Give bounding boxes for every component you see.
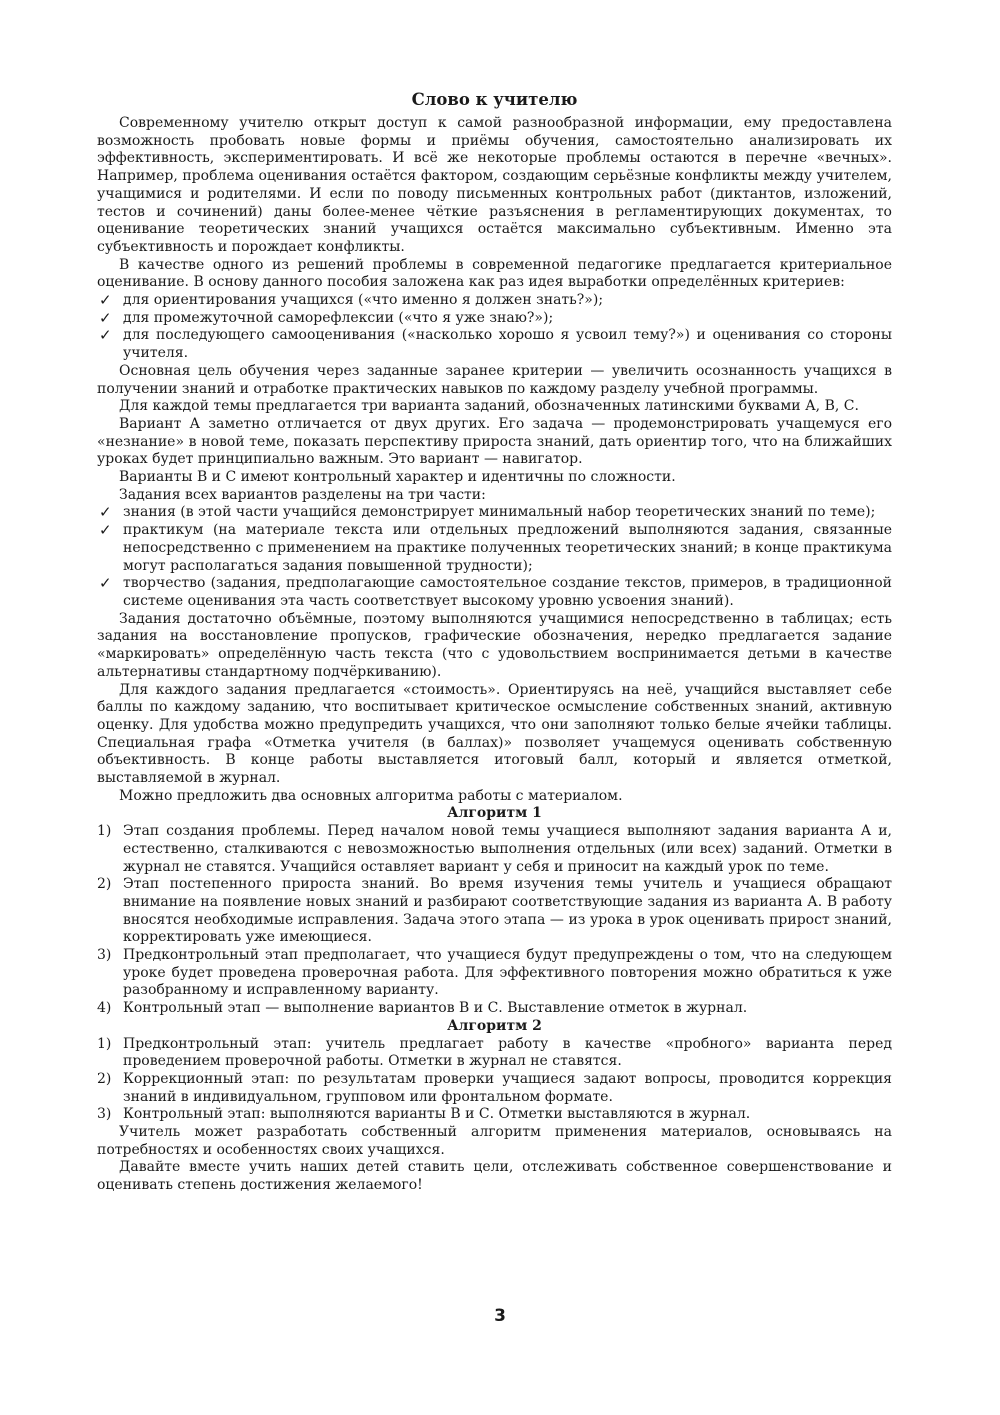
list-item [97,1036,892,1071]
list-item [97,310,892,328]
step-number: 2) [97,1070,112,1087]
list-item [97,823,892,876]
page-title: Слово к учителю [411,90,578,109]
check-icon: ✓ [99,503,112,522]
paragraph: Вариант А заметно отличается от двух других. Его задача — продемонстрировать учащемуся его «незнание» в новой теме, показать перспективу прироста знаний, дать ориентир того, что на ближайших уроках будет принципиально важным. Это вариант — навигатор. [97,415,892,468]
list-item-text: для последующего самооценивания («насколько хорошо я усвоил тему?») и оценивания со стороны учителя. [123,327,892,362]
step-number: 3) [97,1106,112,1123]
step-text: Этап постепенного прироста знаний. Во время изучения темы учитель и учащиеся обращают внимание на появление новых знаний и разбирают соответствующие задания из варианта А. В работу вносятся необходимые исправления. Задача этого этапа — из урока в урок оценивать прирост знаний, корректировать уже имеющиеся. [123,876,892,946]
list-item [97,504,892,522]
page-content [97,90,892,1195]
paragraph: Для каждого задания предлагается «стоимость». Ориентируясь на неё, учащийся выставляет себе баллы по каждому заданию, что воспитывает критическое осмысление собственных знаний, активную оценку. Для удобства можно предупредить учащихся, что они заполняют только белые ячейки таблицы. Специальная графа «Отметка учителя (в баллах)» позволяет учащемуся оценивать собственную объективность. В конце работы выставляется итоговый балл, который и является отметкой, выставляемой в журнал. [97,681,892,787]
step-number: 2) [97,876,112,893]
check-icon: ✓ [99,291,112,310]
paragraph: Варианты В и С имеют контрольный характер и идентичны по сложности. [119,469,676,486]
criteria-list [97,292,892,363]
algorithm-1-heading: Алгоритм 1 [447,805,542,822]
list-item [97,1000,892,1018]
step-number: 4) [97,1000,112,1017]
list-item [97,876,892,947]
step-text: Этап создания проблемы. Перед началом новой темы учащиеся выполняют задания варианта А и, естественно, сталкиваются с невозможностью выполнения отдельных (или всех) заданий. Отметки в журнал не ставятся. Учащийся оставляет вариант у себя и приносит на каждый урок по теме. [123,823,892,875]
paragraph: Учитель может разработать собственный алгоритм применения материалов, основываясь на потребностях и особенностях своих учащихся. [97,1124,892,1158]
page-number: 3 [494,1306,506,1326]
algorithm-2-heading: Алгоритм 2 [447,1017,542,1034]
list-item [97,292,892,310]
step-text: Коррекционный этап: по результатам проверки учащиеся задают вопросы, проводится коррекция знаний в индивидуальном, групповом или фронтальном формате. [123,1070,892,1105]
step-number: 1) [97,1035,112,1052]
step-number: 3) [97,947,112,964]
list-item [97,1071,892,1106]
paragraph: Давайте вместе учить наших детей ставить цели, отслеживать собственное совершенствование и оценивать степень достижения желаемого! [97,1159,892,1194]
check-icon: ✓ [99,308,112,327]
paragraph: Современному учителю открыт доступ к самой разнообразной информации, ему предоставлена возможность пробовать новые формы и приёмы обучения, самостоятельно анализировать их эффективность, экспериментировать. И всё же некоторые проблемы остаются в перечне «вечных». Например, проблема оценивания остаётся фактором, создающим серьёзные конфликты между учителем, учащимися и родителями. И если по поводу письменных контрольных работ (диктантов, изложений, тестов и сочинений) даны более-менее чёткие разъяснения в регламентирующих документах, то оценивание теоретических знаний учащихся остаётся максимально субъективным. Именно эта субъективность и порождает конфликты. [97,115,892,255]
list-item [97,575,892,610]
list-item-text: творчество (задания, предполагающие самостоятельное создание текстов, примеров, в традиционной системе оценивания эта часть соответствует высокому уровню усвоения знаний). [123,575,892,609]
step-number: 1) [97,823,112,840]
step-text: Предконтрольный этап: учитель предлагает работу в качестве «пробного» варианта перед проведением проверочной работы. Отметки в журнал не ставятся. [123,1035,892,1070]
paragraph: В качестве одного из решений проблемы в современной педагогике предлагается критериальное оценивание. В основу данного пособия заложена как раз идея выработки определённых критериев: [97,256,892,291]
list-item-text: для промежуточной саморефлексии («что я уже знаю?»); [123,309,554,326]
paragraph: Основная цель обучения через заданные заранее критерии — увеличить осознанность учащихся в получении знаний и отработке практических навыков по каждому разделу учебной программы. [97,362,892,397]
list-item [97,522,892,575]
step-text: Контрольный этап — выполнение вариантов В и С. Выставление отметок в журнал. [123,1000,748,1017]
check-icon: ✓ [99,574,112,593]
paragraph: Можно предложить два основных алгоритма работы с материалом. [119,787,623,804]
list-item-text: практикум (на материале текста или отдельных предложений выполняются задания, связанные непосредственно с применением на практике полученных теоретических знаний; в конце практикума могут располагаться задания повышенной трудности); [123,522,892,574]
paragraph: Задания всех вариантов разделены на три части: [119,486,486,503]
step-text: Контрольный этап: выполняются варианты В и С. Отметки выставляются в журнал. [123,1106,751,1123]
parts-list [97,504,892,610]
paragraph: Для каждой темы предлагается три варианта заданий, обозначенных латинскими буквами А, В, С. [119,398,859,415]
list-item-text: для ориентирования учащихся («что именно я должен знать?»); [123,292,604,309]
paragraph: Задания достаточно объёмные, поэтому выполняются учащимися непосредственно в таблицах; есть задания на восстановление пропусков, графические обозначения, нередко предлагается задание «маркировать» определённую часть текста (что с удовольствием воспринимается детьми в качестве альтернативы стандартному подчёркиванию). [97,610,892,680]
algorithm-1-steps [97,823,892,1018]
list-item [97,1106,892,1124]
check-icon: ✓ [99,326,112,345]
algorithm-2-steps [97,1036,892,1125]
list-item [97,947,892,1000]
list-item-text: знания (в этой части учащийся демонстрирует минимальный набор теоретических знаний по теме); [123,504,876,521]
step-text: Предконтрольный этап предполагает, что учащиеся будут предупреждены о том, что на следующем уроке будет проведена проверочная работа. Для эффективного повторения можно обратиться к уже разобранному и исправленному варианту. [123,947,892,999]
check-icon: ✓ [99,521,112,540]
list-item [97,327,892,362]
